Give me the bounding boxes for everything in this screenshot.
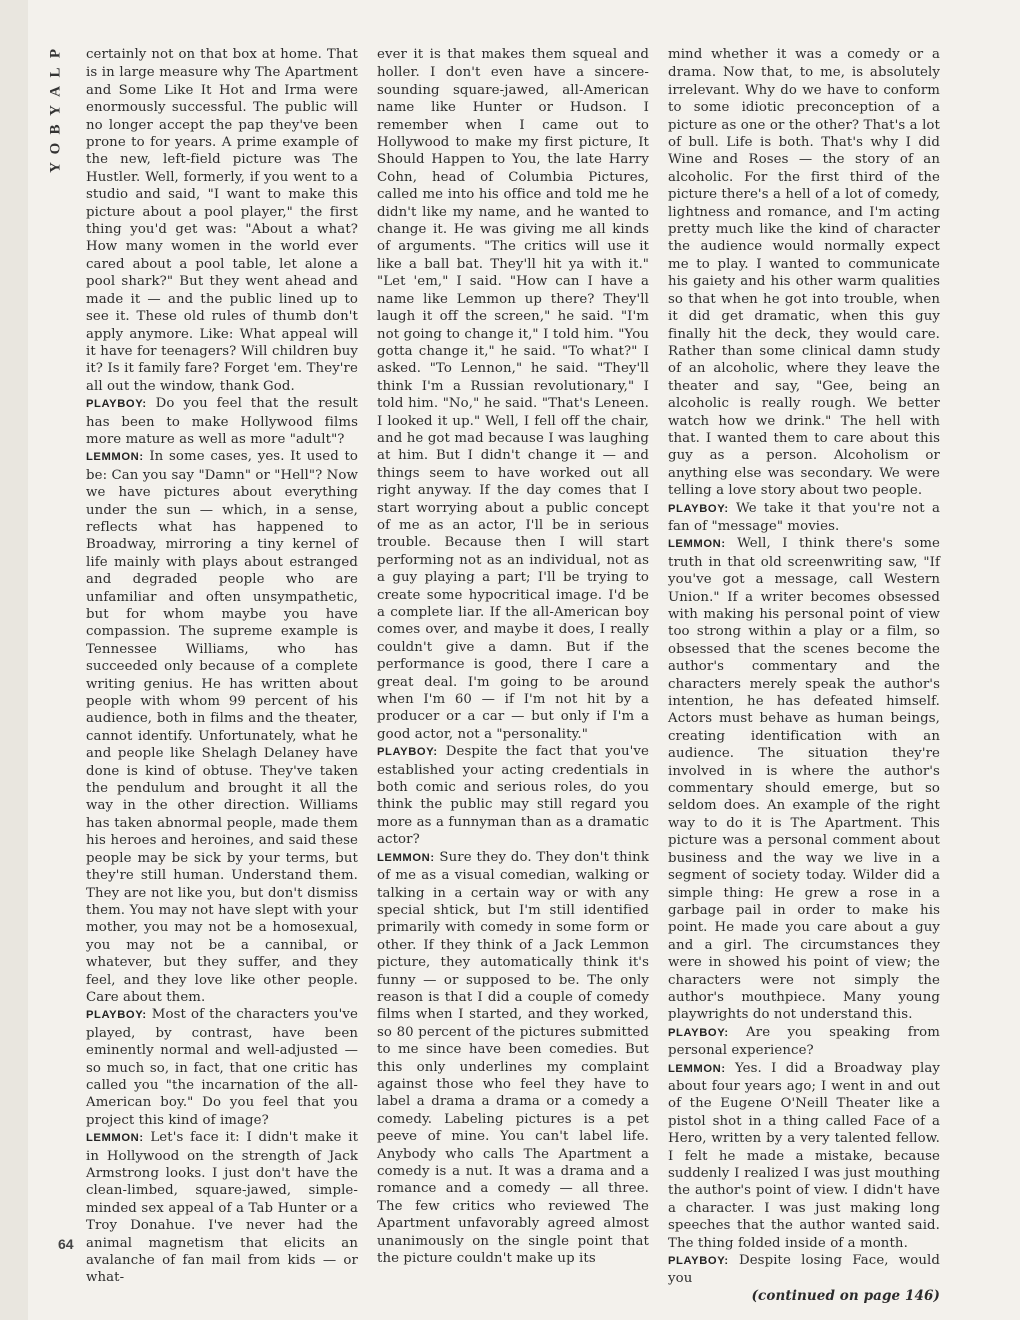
paragraph-text: Are you speaking from personal experience?	[668, 1024, 940, 1059]
speaker-label: LEMMON:	[86, 451, 144, 464]
paragraph-text: Sure they do. They don't think of me as a visual comedian, walking or talking in a certain way or with any special shtick, but I'm still identified primarily with comedy in some form or other. If they think of a Jack Lemmon picture, they automatically think it's funny — or supposed to be. The only reason is that I did a couple of comedy films when I started, and they worked, so 80 percent of the pictures submitted to me since have been comedies. But this only underlines my complaint against those who feel they have to label a drama a drama or a comedy a comedy. Labeling pictures is a pet peeve of mine. You can't label life. Anybody who calls The Apartment a comedy is a nut. It was a drama and a romance and a comedy — all three. The few critics who reviewed The Apartment unfavorably agreed almost unanimously on the single point that the picture couldn't make up its	[377, 849, 649, 1267]
speaker-label: PLAYBOY:	[668, 1255, 729, 1268]
continued-note: (continued on page 146)	[751, 1287, 940, 1304]
paragraph	[86, 1006, 358, 1129]
paragraph	[86, 46, 358, 395]
paragraph-text: We take it that you're not a fan of "message" movies.	[668, 500, 940, 534]
page-edge	[0, 0, 28, 1320]
magazine-letter: P	[47, 48, 64, 59]
paragraph	[86, 1129, 358, 1287]
speaker-label: LEMMON:	[668, 1062, 726, 1075]
paragraph	[668, 500, 940, 536]
magazine-letter: A	[47, 86, 64, 97]
magazine-letter: B	[47, 124, 64, 135]
paragraph-text: Well, I think there's some truth in that old screenwriting saw, "If you've got a message, call Western Union." If a writer becomes obsessed with making his personal point of view too strong within a play or a film, so obsessed that the scenes become the author's commentary and the characters merely speak the author's intention, he has defeated himself. Actors must behave as human beings, creating identification with an audience. The situation they're involved in is where the author's commentary should emerge, but so seldom does. An example of the right way to do it is The Apartment. This picture was a personal comment about business and the way we live in a segment of society today. Wilder did a simple thing: He grew a rose in a garbage pail in order to make his point. He made you care about a guy and a girl. The circumstances they were in showed his point of view; the characters were not simply the author's mouthpiece. Many young playwrights do not understand this.	[668, 536, 941, 1023]
speaker-label: PLAYBOY:	[668, 502, 729, 515]
paragraph-text: certainly not on that box at home. That is in large measure why The Apartment and Some Like It Hot and Irma were enormously successful. The public will no longer accept the pap they've been prone to for years. A prime example of the new, left-field picture was The Hustler. Well, formerly, if you went to a studio and said, "I want to make this picture about a pool player," the first thing you'd get was: "About a what? How many women in the world ever cared about a pool table, let alone a pool shark?" But they went ahead and made it — and the public lined up to see it. These old rules of thumb don't apply anymore. Like: What appeal will it have for teenagers? Will children buy it? Is it family fare? Forget 'em. They're all out the window, thank God.	[86, 47, 358, 394]
paragraph	[86, 448, 358, 1006]
magazine-letter: Y	[47, 105, 64, 116]
paragraph	[86, 395, 358, 448]
paragraph-text: In some cases, yes. It used to be: Can you say "Damn" or "Hell"? Now we have pictures about everything under the sun — which, in a sense, reflects what has happened to Broadway, mirroring a tiny kernel of life mainly with plays about estranged and degraded people who are unfamiliar and often unsympathetic, but for whom maybe you have compassion. The supreme example is Tennessee Williams, who has succeeded only because of a complete writing genius. He has written about people with whom 99 percent of his audience, both in films and the theater, cannot identify. Unfortunately, what he and people like Shelagh Delaney have done is kind of obtuse. They've taken the pendulum and brought it all the way in the other direction. Williams has taken abnormal people, made them his heroes and heroines, and said these people may be sick by your terms, but they're still human. Understand them. They are not like you, but don't dismiss them. You may not have slept with your mother, you may not be a homosexual, you may not be a cannibal, or whatever, but they suffer, and they feel, and they love like other people. Care about them.	[86, 449, 358, 1005]
paragraph-text: mind whether it was a comedy or a drama. Now that, to me, is absolutely irrelevant. Why do we have to conform to some idiotic preconception of a picture as one or the other? That's a lot of bull. Life is both. That's why I did Wine and Roses — the story of an alcoholic. For the first third of the picture there's a hell of a lot of comedy, lightness and romance, and I'm acting pretty much like the kind of character the audience would normally expect me to play. I wanted to communicate his gaiety and his other warm qualities so that when he got into trouble, when it did get dramatic, when this guy finally hit the deck, they would care. Rather than some clinical damn study of an alcoholic, where they leave the theater and say, "Gee, being an alcoholic is really rough. We better watch how we drink." The hell with that. I wanted them to care about this guy as a person. Alcoholism or anything else was secondary. We were telling a love story about two people.	[668, 47, 940, 499]
paragraph	[377, 46, 649, 743]
text-column-3	[668, 46, 940, 1305]
magazine-letter: Y	[47, 162, 64, 173]
paragraph	[668, 535, 940, 1023]
speaker-label: LEMMON:	[86, 1132, 144, 1145]
speaker-label: PLAYBOY:	[86, 1009, 147, 1022]
paragraph	[377, 743, 649, 848]
magazine-letter: O	[47, 142, 64, 155]
paragraph-text: Yes. I did a Broadway play about four years ago; I went in and out of the Eugene O'Neill Theater like a pistol shot in a thing called Face of a Hero, written by a very talented fellow. I felt he made a mistake, because suddenly I realized I was just mouthing the author's point of view. I didn't have a character. I was just making long speeches that the author wanted said. The thing folded inside of a month.	[668, 1060, 940, 1251]
paragraph	[668, 1060, 940, 1252]
paragraph-text: Most of the characters you've played, by contrast, have been eminently normal and well-adjusted — so much so, in fact, that one critic has called you "the incarnation of the all-American boy." Do you feel that you project this kind of image?	[86, 1007, 358, 1128]
text-column-2	[377, 46, 649, 1267]
speaker-label: LEMMON:	[668, 538, 726, 551]
magazine-name-vertical	[44, 44, 68, 177]
paragraph	[668, 1252, 940, 1288]
magazine-letter: L	[47, 67, 64, 78]
speaker-label: PLAYBOY:	[86, 398, 147, 411]
paragraph	[668, 46, 940, 500]
paragraph-text: Despite losing Face, would you	[668, 1253, 941, 1287]
speaker-label: PLAYBOY:	[377, 746, 438, 759]
text-column-1	[86, 46, 358, 1287]
paragraph	[668, 1024, 940, 1060]
page-number: 64	[58, 1236, 74, 1252]
paragraph-text: Let's face it: I didn't make it in Hollywood on the strength of Jack Armstrong looks. I just don't have the clean-limbed, square-jawed, simple-minded sex appeal of a Tab Hunter or a Troy Donahue. I've never had the animal magnetism that elicits an avalanche of fan mail from kids — or what-	[86, 1130, 359, 1286]
speaker-label: LEMMON:	[377, 851, 435, 864]
speaker-label: PLAYBOY:	[668, 1026, 729, 1039]
paragraph-text: Do you feel that the result has been to make Hollywood films more mature as well as more "adult"?	[86, 396, 359, 447]
paragraph-text: ever it is that makes them squeal and holler. I don't even have a sincere-sounding square-jawed, all-American name like Hunter or Hudson. I remember when I came out to Hollywood to make my first picture, It Should Happen to You, the late Harry Cohn, head of Columbia Pictures, called me into his office and told me he didn't like my name, and he wanted to change it. He was giving me all kinds of arguments. "The critics will use it like a ball bat. They'll hit ya with it." "Let 'em," I said. "How can I have a name like Lemmon up there? They'll laugh it off the screen," he said. "I'm not going to change it," I told him. "You gotta change it," he said. "To what?" I asked. "To Lennon," he said. "They'll think I'm a Russian revolutionary," I told him. "No," he said. "That's Leneen. I looked it up." Well, I fell off the chair, and he got mad because I was laughing at him. But I didn't change it — and things seem to have worked out all right anyway. If the day comes that I start worrying about a public concept of me as an actor, I'll be in serious trouble. Because then I will start performing not as an individual, not as a guy playing a part; I'll be trying to create some hypocritical image. I'd be a complete liar. If the all-American boy comes over, and maybe it does, I really couldn't give a damn. But if the performance is good, there I care a great deal. I'm going to be around when I'm 60 — if I'm not hit by a producer or a car — but only if I'm a good actor, not a "personality."	[377, 47, 649, 742]
paragraph	[377, 849, 649, 1268]
paragraph-text: Despite the fact that you've established your acting credentials in both comic and serious roles, do you think the public may still regard you more as a funnyman than as a dramatic actor?	[377, 744, 650, 848]
